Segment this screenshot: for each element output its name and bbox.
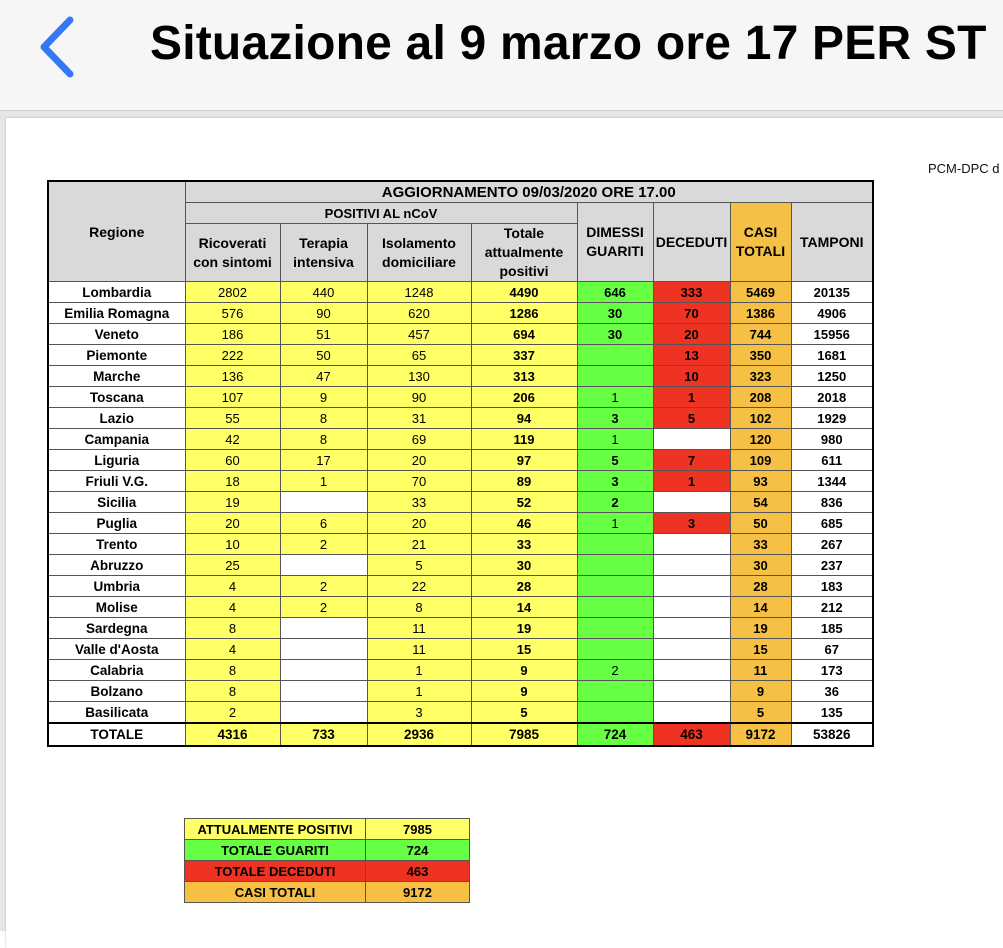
cell-isolamento: 69 — [367, 429, 471, 450]
table-row — [48, 618, 873, 639]
cell-dimessi: 2 — [577, 660, 653, 681]
cell-isolamento: 130 — [367, 366, 471, 387]
summary-label: TOTALE DECEDUTI — [185, 861, 366, 882]
cell-terapia: 440 — [280, 282, 367, 303]
cell-ricoverati: 4 — [185, 639, 280, 660]
cell-isolamento: 20 — [367, 450, 471, 471]
table-body — [48, 282, 873, 747]
cell-terapia: 51 — [280, 324, 367, 345]
cell-deceduti — [653, 429, 730, 450]
cell-isolamento: 3 — [367, 702, 471, 724]
summary-label: ATTUALMENTE POSITIVI — [185, 819, 366, 840]
cell-ricoverati: 2802 — [185, 282, 280, 303]
cell-dimessi — [577, 681, 653, 702]
summary-row — [185, 882, 470, 903]
table-row — [48, 597, 873, 618]
cell-terapia: 2 — [280, 534, 367, 555]
terapia-column-header: Terapia intensiva — [280, 224, 367, 282]
cell-dimessi: 1 — [577, 513, 653, 534]
cell-isolamento: 8 — [367, 597, 471, 618]
cell-deceduti: 7 — [653, 450, 730, 471]
page-title: Situazione al 9 marzo ore 17 PER ST — [150, 17, 987, 70]
cell-deceduti: 13 — [653, 345, 730, 366]
cell-totale-positivi: 28 — [471, 576, 577, 597]
ricoverati-column-header: Ricoverati con sintomi — [185, 224, 280, 282]
cell-isolamento: 20 — [367, 513, 471, 534]
cell-ricoverati: 222 — [185, 345, 280, 366]
cell-tamponi: 2018 — [791, 387, 873, 408]
chevron-left-icon — [34, 12, 84, 82]
deceduti-column-header: DECEDUTI — [653, 203, 730, 282]
cell-casi: 208 — [730, 387, 791, 408]
cell-dimessi — [577, 597, 653, 618]
cell-deceduti — [653, 660, 730, 681]
cell-casi: 19 — [730, 618, 791, 639]
cell-totale-positivi: 337 — [471, 345, 577, 366]
tamponi-column-header: TAMPONI — [791, 203, 873, 282]
cell-totale-positivi: 4490 — [471, 282, 577, 303]
cell-isolamento: 620 — [367, 303, 471, 324]
cell-casi: 109 — [730, 450, 791, 471]
cell-tamponi: 1344 — [791, 471, 873, 492]
cell-regione: Abruzzo — [48, 555, 185, 576]
cell-tamponi: 1681 — [791, 345, 873, 366]
cell-terapia: 47 — [280, 366, 367, 387]
source-label: PCM-DPC d — [928, 161, 1000, 176]
cell-regione: Emilia Romagna — [48, 303, 185, 324]
cell-deceduti: 70 — [653, 303, 730, 324]
cell-terapia — [280, 639, 367, 660]
cell-ricoverati: 2 — [185, 702, 280, 724]
cell-ricoverati: 20 — [185, 513, 280, 534]
cell-terapia: 8 — [280, 408, 367, 429]
dimessi-column-header: DIMESSI GUARITI — [577, 203, 653, 282]
table-row — [48, 450, 873, 471]
cell-casi: 54 — [730, 492, 791, 513]
cell-deceduti: 10 — [653, 366, 730, 387]
cell-dimessi — [577, 639, 653, 660]
cell-tamponi: 980 — [791, 429, 873, 450]
cell-totale-positivi: 19 — [471, 618, 577, 639]
table-row — [48, 660, 873, 681]
cell-totale-positivi: 313 — [471, 366, 577, 387]
cell-totale-positivi: 206 — [471, 387, 577, 408]
cell-dimessi: 3 — [577, 471, 653, 492]
cell-totale-positivi: 694 — [471, 324, 577, 345]
cell-casi: 102 — [730, 408, 791, 429]
cell-terapia: 17 — [280, 450, 367, 471]
cell-deceduti: 20 — [653, 324, 730, 345]
summary-row — [185, 840, 470, 861]
cell-tamponi: 135 — [791, 702, 873, 724]
cell-casi: 744 — [730, 324, 791, 345]
cell-ricoverati: 60 — [185, 450, 280, 471]
cell-isolamento: 31 — [367, 408, 471, 429]
document-viewer[interactable] — [0, 111, 1003, 931]
cell-tamponi: 15956 — [791, 324, 873, 345]
cell-isolamento: 21 — [367, 534, 471, 555]
cell-terapia: 8 — [280, 429, 367, 450]
cell-dimessi — [577, 576, 653, 597]
cell-casi: 350 — [730, 345, 791, 366]
cell-tamponi: 67 — [791, 639, 873, 660]
cell-terapia: 50 — [280, 345, 367, 366]
summary-table — [184, 818, 470, 903]
cell-terapia — [280, 492, 367, 513]
table-title: AGGIORNAMENTO 09/03/2020 ORE 17.00 — [185, 181, 873, 203]
total-casi: 9172 — [730, 723, 791, 746]
cell-isolamento: 1248 — [367, 282, 471, 303]
cell-isolamento: 5 — [367, 555, 471, 576]
cell-regione: Liguria — [48, 450, 185, 471]
table-row — [48, 492, 873, 513]
cell-totale-positivi: 15 — [471, 639, 577, 660]
cell-tamponi: 36 — [791, 681, 873, 702]
cell-isolamento: 1 — [367, 660, 471, 681]
cell-deceduti — [653, 681, 730, 702]
total-deceduti: 463 — [653, 723, 730, 746]
cell-isolamento: 65 — [367, 345, 471, 366]
cell-deceduti — [653, 576, 730, 597]
cell-deceduti — [653, 597, 730, 618]
cell-casi: 50 — [730, 513, 791, 534]
regional-data-table — [47, 180, 874, 747]
cell-casi: 28 — [730, 576, 791, 597]
cell-regione: Calabria — [48, 660, 185, 681]
region-column-header: Regione — [48, 181, 185, 282]
cell-ricoverati: 10 — [185, 534, 280, 555]
cell-casi: 1386 — [730, 303, 791, 324]
table-row — [48, 408, 873, 429]
total-isolamento: 2936 — [367, 723, 471, 746]
cell-dimessi: 30 — [577, 303, 653, 324]
cell-terapia — [280, 660, 367, 681]
cell-isolamento: 1 — [367, 681, 471, 702]
cell-regione: Valle d'Aosta — [48, 639, 185, 660]
document-page — [6, 118, 1003, 948]
cell-casi: 30 — [730, 555, 791, 576]
cell-tamponi: 685 — [791, 513, 873, 534]
cell-deceduti: 333 — [653, 282, 730, 303]
cell-totale-positivi: 94 — [471, 408, 577, 429]
summary-value: 724 — [366, 840, 470, 861]
cell-regione: Puglia — [48, 513, 185, 534]
table-row — [48, 681, 873, 702]
cell-regione: Campania — [48, 429, 185, 450]
cell-dimessi: 1 — [577, 387, 653, 408]
cell-isolamento: 11 — [367, 618, 471, 639]
table-row — [48, 429, 873, 450]
cell-isolamento: 90 — [367, 387, 471, 408]
cell-deceduti — [653, 702, 730, 724]
cell-ricoverati: 576 — [185, 303, 280, 324]
total-dimessi: 724 — [577, 723, 653, 746]
cell-isolamento: 33 — [367, 492, 471, 513]
cell-tamponi: 237 — [791, 555, 873, 576]
cell-dimessi — [577, 534, 653, 555]
total-totale-positivi: 7985 — [471, 723, 577, 746]
cell-totale-positivi: 14 — [471, 597, 577, 618]
cell-totale-positivi: 9 — [471, 660, 577, 681]
cell-ricoverati: 42 — [185, 429, 280, 450]
cell-ricoverati: 136 — [185, 366, 280, 387]
cell-regione: Friuli V.G. — [48, 471, 185, 492]
cell-totale-positivi: 97 — [471, 450, 577, 471]
cell-totale-positivi: 9 — [471, 681, 577, 702]
cell-totale-positivi: 52 — [471, 492, 577, 513]
totale-positivi-column-header: Totale attualmente positivi — [471, 224, 577, 282]
cell-tamponi: 4906 — [791, 303, 873, 324]
table-row — [48, 366, 873, 387]
cell-dimessi: 2 — [577, 492, 653, 513]
summary-value: 463 — [366, 861, 470, 882]
summary-label: CASI TOTALI — [185, 882, 366, 903]
cell-dimessi — [577, 618, 653, 639]
cell-ricoverati: 18 — [185, 471, 280, 492]
summary-row — [185, 819, 470, 840]
cell-totale-positivi: 33 — [471, 534, 577, 555]
cell-dimessi — [577, 702, 653, 724]
cell-ricoverati: 8 — [185, 660, 280, 681]
table-row — [48, 555, 873, 576]
cell-ricoverati: 4 — [185, 576, 280, 597]
cell-casi: 5 — [730, 702, 791, 724]
cell-regione: Veneto — [48, 324, 185, 345]
cell-terapia: 90 — [280, 303, 367, 324]
cell-casi: 120 — [730, 429, 791, 450]
summary-value: 9172 — [366, 882, 470, 903]
cell-regione: Toscana — [48, 387, 185, 408]
cell-deceduti: 5 — [653, 408, 730, 429]
table-row — [48, 702, 873, 724]
cell-tamponi: 185 — [791, 618, 873, 639]
cell-regione: Molise — [48, 597, 185, 618]
positivi-group-header: POSITIVI AL nCoV — [185, 203, 577, 224]
cell-terapia: 2 — [280, 597, 367, 618]
cell-ricoverati: 25 — [185, 555, 280, 576]
cell-deceduti — [653, 534, 730, 555]
cell-deceduti: 1 — [653, 471, 730, 492]
totals-row — [48, 723, 873, 746]
cell-terapia — [280, 618, 367, 639]
cell-totale-positivi: 5 — [471, 702, 577, 724]
casi-totali-column-header: CASI TOTALI — [730, 203, 791, 282]
cell-ricoverati: 8 — [185, 618, 280, 639]
summary-row — [185, 861, 470, 882]
cell-deceduti — [653, 555, 730, 576]
cell-tamponi: 183 — [791, 576, 873, 597]
cell-dimessi — [577, 555, 653, 576]
cell-regione: Sardegna — [48, 618, 185, 639]
cell-dimessi — [577, 366, 653, 387]
table-row — [48, 303, 873, 324]
cell-isolamento: 11 — [367, 639, 471, 660]
cell-terapia: 9 — [280, 387, 367, 408]
cell-deceduti: 1 — [653, 387, 730, 408]
cell-dimessi: 30 — [577, 324, 653, 345]
table-row — [48, 387, 873, 408]
cell-tamponi: 173 — [791, 660, 873, 681]
cell-dimessi: 646 — [577, 282, 653, 303]
summary-label: TOTALE GUARITI — [185, 840, 366, 861]
cell-totale-positivi: 30 — [471, 555, 577, 576]
cell-ricoverati: 186 — [185, 324, 280, 345]
table-row — [48, 282, 873, 303]
cell-regione: Lombardia — [48, 282, 185, 303]
total-terapia: 733 — [280, 723, 367, 746]
cell-terapia — [280, 702, 367, 724]
cell-isolamento: 22 — [367, 576, 471, 597]
cell-ricoverati: 4 — [185, 597, 280, 618]
table-row — [48, 513, 873, 534]
table-row — [48, 639, 873, 660]
cell-dimessi — [577, 345, 653, 366]
total-tamponi: 53826 — [791, 723, 873, 746]
cell-tamponi: 267 — [791, 534, 873, 555]
cell-dimessi: 1 — [577, 429, 653, 450]
total-regione: TOTALE — [48, 723, 185, 746]
cell-terapia: 6 — [280, 513, 367, 534]
cell-totale-positivi: 1286 — [471, 303, 577, 324]
summary-value: 7985 — [366, 819, 470, 840]
cell-casi: 5469 — [730, 282, 791, 303]
cell-deceduti: 3 — [653, 513, 730, 534]
cell-ricoverati: 55 — [185, 408, 280, 429]
cell-tamponi: 1929 — [791, 408, 873, 429]
cell-regione: Basilicata — [48, 702, 185, 724]
cell-tamponi: 212 — [791, 597, 873, 618]
cell-ricoverati: 8 — [185, 681, 280, 702]
cell-deceduti — [653, 492, 730, 513]
cell-terapia: 1 — [280, 471, 367, 492]
total-ricoverati: 4316 — [185, 723, 280, 746]
cell-terapia — [280, 681, 367, 702]
cell-dimessi: 5 — [577, 450, 653, 471]
cell-regione: Lazio — [48, 408, 185, 429]
cell-ricoverati: 19 — [185, 492, 280, 513]
isolamento-column-header: Isolamento domiciliare — [367, 224, 471, 282]
cell-deceduti — [653, 639, 730, 660]
cell-casi: 33 — [730, 534, 791, 555]
cell-casi: 9 — [730, 681, 791, 702]
cell-regione: Piemonte — [48, 345, 185, 366]
cell-casi: 15 — [730, 639, 791, 660]
cell-tamponi: 611 — [791, 450, 873, 471]
cell-regione: Trento — [48, 534, 185, 555]
cell-casi: 11 — [730, 660, 791, 681]
cell-tamponi: 1250 — [791, 366, 873, 387]
navigation-bar — [0, 0, 1003, 111]
cell-tamponi: 20135 — [791, 282, 873, 303]
cell-casi: 323 — [730, 366, 791, 387]
cell-casi: 14 — [730, 597, 791, 618]
cell-ricoverati: 107 — [185, 387, 280, 408]
cell-totale-positivi: 46 — [471, 513, 577, 534]
cell-casi: 93 — [730, 471, 791, 492]
table-row — [48, 345, 873, 366]
table-row — [48, 534, 873, 555]
cell-regione: Bolzano — [48, 681, 185, 702]
cell-dimessi: 3 — [577, 408, 653, 429]
cell-terapia: 2 — [280, 576, 367, 597]
cell-terapia — [280, 555, 367, 576]
cell-isolamento: 70 — [367, 471, 471, 492]
cell-deceduti — [653, 618, 730, 639]
table-row — [48, 471, 873, 492]
cell-isolamento: 457 — [367, 324, 471, 345]
table-row — [48, 324, 873, 345]
cell-totale-positivi: 119 — [471, 429, 577, 450]
back-button[interactable] — [34, 12, 84, 82]
cell-regione: Marche — [48, 366, 185, 387]
cell-regione: Sicilia — [48, 492, 185, 513]
cell-tamponi: 836 — [791, 492, 873, 513]
cell-regione: Umbria — [48, 576, 185, 597]
table-row — [48, 576, 873, 597]
cell-totale-positivi: 89 — [471, 471, 577, 492]
